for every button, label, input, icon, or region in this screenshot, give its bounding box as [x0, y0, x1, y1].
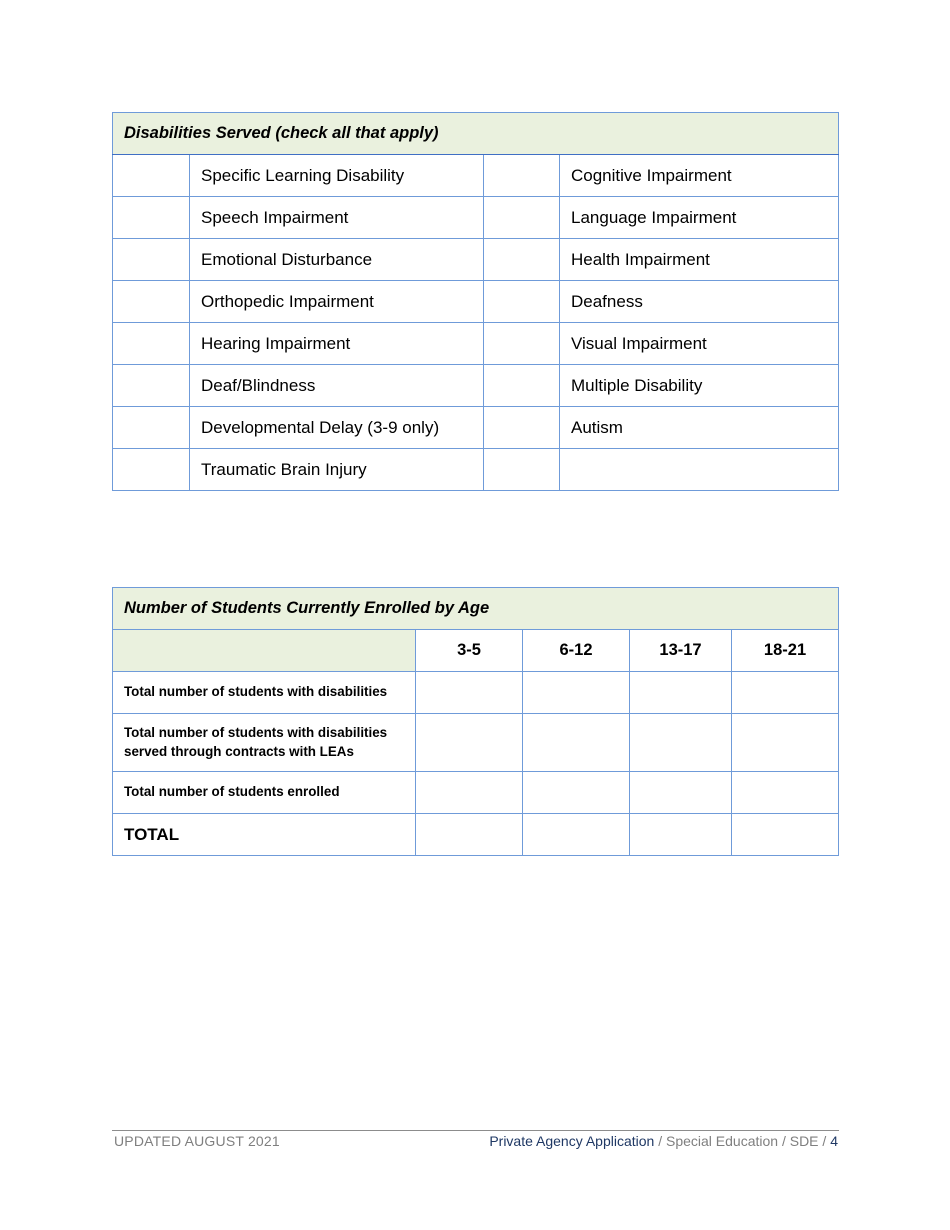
checkbox-cell[interactable]	[484, 323, 560, 365]
checkbox-cell[interactable]	[113, 323, 190, 365]
table-row	[113, 155, 839, 197]
disability-label: Health Impairment	[560, 239, 839, 281]
input-cell[interactable]	[630, 714, 732, 772]
enrollment-by-age-table	[112, 587, 839, 856]
table-row	[113, 365, 839, 407]
checkbox-cell[interactable]	[484, 281, 560, 323]
input-cell[interactable]	[416, 714, 523, 772]
disability-label: Deaf/Blindness	[190, 365, 484, 407]
enrollment-table-title: Number of Students Currently Enrolled by Age	[113, 588, 839, 630]
disability-label: Emotional Disturbance	[190, 239, 484, 281]
total-row	[113, 814, 839, 856]
footer-department: Special Education	[665, 1133, 779, 1149]
input-cell[interactable]	[523, 814, 630, 856]
age-group-header: 6-12	[523, 630, 630, 672]
age-header-row	[113, 630, 839, 672]
disability-label: Speech Impairment	[190, 197, 484, 239]
disability-label: Deafness	[560, 281, 839, 323]
table-row	[113, 323, 839, 365]
disability-label: Traumatic Brain Injury	[190, 449, 484, 491]
input-cell[interactable]	[523, 772, 630, 814]
input-cell[interactable]	[523, 672, 630, 714]
row-label-text: Total number of students with disabilities	[124, 725, 388, 741]
input-cell[interactable]	[416, 672, 523, 714]
row-label-text: Total number of students enrolled	[124, 784, 340, 800]
table-row	[113, 714, 839, 772]
input-cell[interactable]	[630, 814, 732, 856]
input-cell[interactable]	[416, 772, 523, 814]
disability-label: Hearing Impairment	[190, 323, 484, 365]
table-row	[113, 772, 839, 814]
footer-app-name: Private Agency Application	[489, 1133, 655, 1149]
disability-label: Multiple Disability	[560, 365, 839, 407]
table-row	[113, 197, 839, 239]
total-label: TOTAL	[113, 814, 416, 856]
table-row	[113, 672, 839, 714]
input-cell[interactable]	[732, 672, 839, 714]
footer-separator: /	[778, 1133, 790, 1149]
disability-label: Language Impairment	[560, 197, 839, 239]
input-cell[interactable]	[630, 672, 732, 714]
table-row	[113, 239, 839, 281]
footer-document-path	[489, 1133, 838, 1149]
checkbox-cell[interactable]	[113, 449, 190, 491]
age-group-header: 18-21	[732, 630, 839, 672]
checkbox-cell[interactable]	[113, 365, 190, 407]
disability-label: Visual Impairment	[560, 323, 839, 365]
footer-agency: SDE	[789, 1133, 819, 1149]
disability-label: Developmental Delay (3-9 only)	[190, 407, 484, 449]
input-cell[interactable]	[416, 814, 523, 856]
checkbox-cell[interactable]	[113, 197, 190, 239]
row-label	[113, 672, 416, 714]
row-label-text: Total number of students with disabilities	[124, 684, 388, 700]
disability-label: Specific Learning Disability	[190, 155, 484, 197]
input-cell[interactable]	[630, 772, 732, 814]
disability-label: Orthopedic Impairment	[190, 281, 484, 323]
age-group-header: 3-5	[416, 630, 523, 672]
age-group-header: 13-17	[630, 630, 732, 672]
checkbox-cell[interactable]	[484, 155, 560, 197]
footer-divider	[112, 1130, 839, 1131]
disability-label: Cognitive Impairment	[560, 155, 839, 197]
table-row	[113, 407, 839, 449]
input-cell[interactable]	[732, 714, 839, 772]
checkbox-cell[interactable]	[113, 281, 190, 323]
input-cell[interactable]	[732, 814, 839, 856]
checkbox-cell[interactable]	[113, 155, 190, 197]
disabilities-table-title: Disabilities Served (check all that apply)	[113, 113, 839, 155]
row-label	[113, 772, 416, 814]
input-cell[interactable]	[523, 714, 630, 772]
input-cell[interactable]	[732, 772, 839, 814]
checkbox-cell[interactable]	[484, 197, 560, 239]
footer-updated-date: UPDATED AUGUST 2021	[114, 1133, 280, 1149]
footer-page-number: 4	[830, 1133, 838, 1149]
checkbox-cell[interactable]	[113, 407, 190, 449]
checkbox-cell[interactable]	[484, 239, 560, 281]
checkbox-cell[interactable]	[484, 365, 560, 407]
table-row	[113, 449, 839, 491]
disability-label: Autism	[560, 407, 839, 449]
disability-label	[560, 449, 839, 491]
checkbox-cell[interactable]	[484, 407, 560, 449]
header-blank-cell	[113, 630, 416, 672]
footer-separator: /	[654, 1133, 666, 1149]
footer-separator: /	[818, 1133, 831, 1149]
checkbox-cell[interactable]	[113, 239, 190, 281]
table-row	[113, 281, 839, 323]
disabilities-served-table	[112, 112, 839, 491]
row-label	[113, 714, 416, 772]
checkbox-cell[interactable]	[484, 449, 560, 491]
row-label-text: served through contracts with LEAs	[124, 743, 354, 759]
